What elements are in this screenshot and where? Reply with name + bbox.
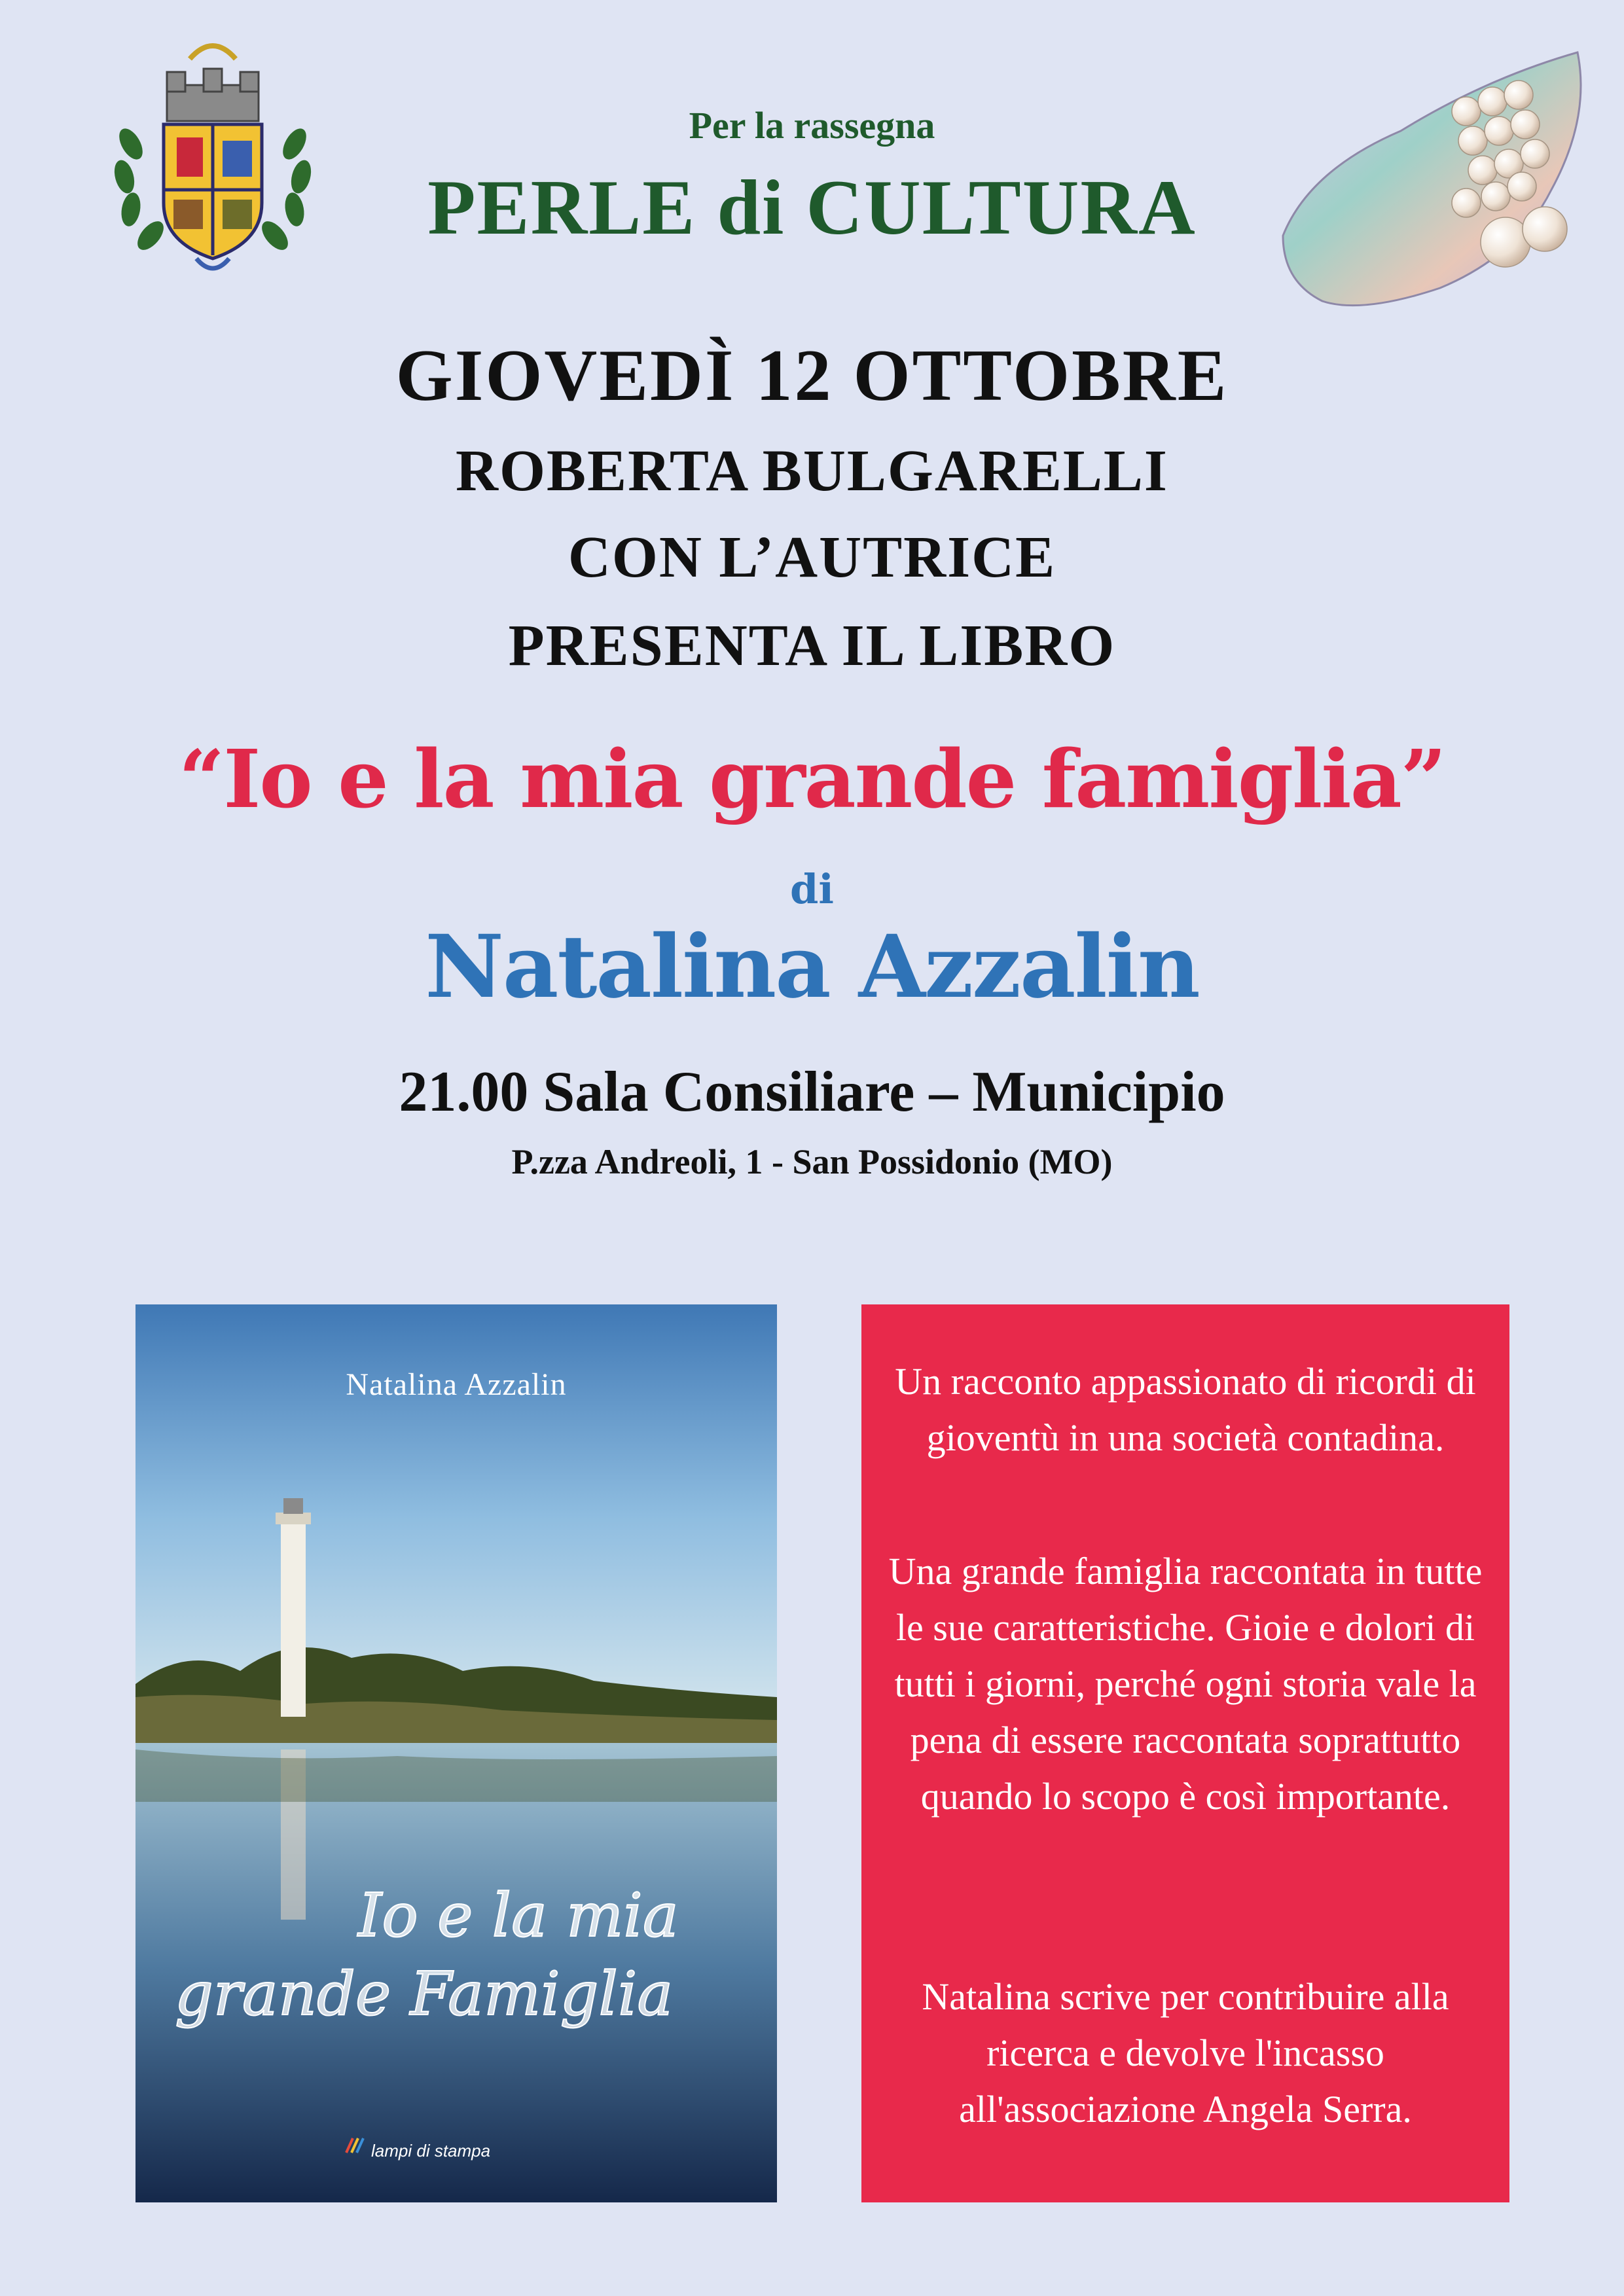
description-body-text: Una grande famiglia raccontata in tutte le sue caratteristiche. Gioie e dolori di tutti i giorni, perché ogni storia vale la pena di essere raccontata soprattutto quando lo scopo è così importante. bbox=[888, 1550, 1483, 1818]
description-intro bbox=[861, 1354, 1509, 1466]
presents-book-line: PRESENTA IL LIBRO bbox=[508, 613, 1116, 678]
cover-author: Natalina Azzalin bbox=[346, 1367, 567, 1402]
event-venue: 21.00 Sala Consiliare – Municipio bbox=[399, 1060, 1225, 1124]
book-title: “Io e la mia grande famiglia” bbox=[179, 732, 1445, 826]
cover-title-line1: Io e la mia bbox=[358, 1880, 679, 1950]
book-cover bbox=[135, 1304, 777, 2202]
description-closing-text: Natalina scrive per contribuire alla ricerca e devolve l'incasso all'associazione Angela Serra. bbox=[922, 1975, 1449, 2130]
author-name: Natalina Azzalin bbox=[425, 916, 1199, 1018]
description-body bbox=[861, 1543, 1509, 1825]
event-date: GIOVEDÌ 12 OTTOBRE bbox=[395, 335, 1229, 416]
series-kicker: Per la rassegna bbox=[689, 104, 935, 147]
description-closing bbox=[861, 1969, 1509, 2138]
by-label: di bbox=[790, 865, 834, 913]
cover-publisher: lampi di stampa bbox=[371, 2141, 491, 2161]
series-title: PERLE di CULTURA bbox=[427, 164, 1197, 251]
publisher-logo-icon bbox=[345, 2136, 369, 2155]
event-address: P.zza Andreoli, 1 - San Possidonio (MO) bbox=[511, 1142, 1113, 1181]
book-cover-artwork bbox=[135, 1304, 777, 2202]
description-intro-text: Un racconto appassionato di ricordi di gioventù in una società contadina. bbox=[895, 1360, 1476, 1459]
cover-title-line2: grande Famiglia bbox=[175, 1959, 674, 2029]
with-author-line: CON L’AUTRICE bbox=[568, 525, 1056, 590]
description-box bbox=[861, 1304, 1509, 2202]
presenter-line: ROBERTA BULGARELLI bbox=[456, 439, 1168, 503]
